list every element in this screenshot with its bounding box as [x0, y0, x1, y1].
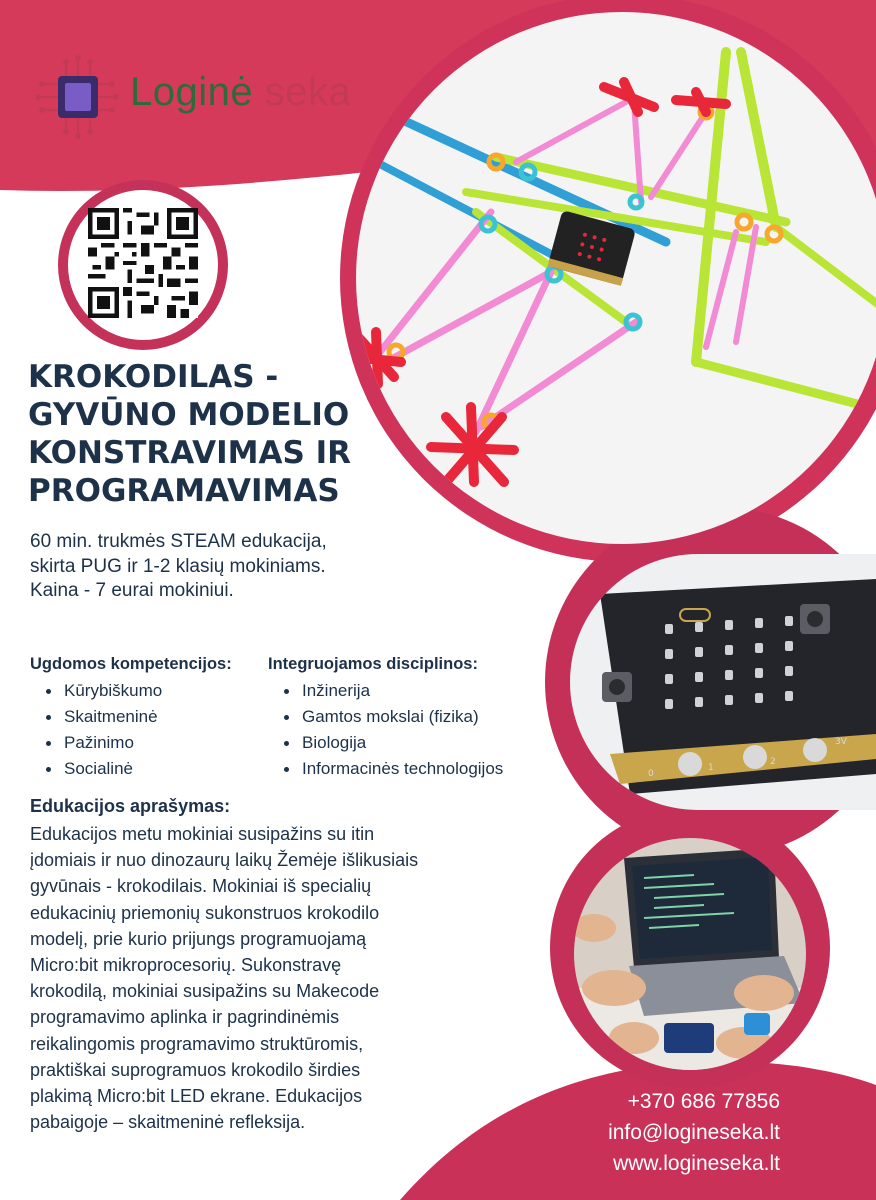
description-line: praktiškai suprogramuos krokodilo širdies — [30, 1059, 361, 1080]
logo-word-2: seka — [264, 70, 352, 114]
qr-code-badge — [58, 180, 228, 350]
description-line: reikalingomis programavimo struktūromis, — [30, 1033, 364, 1054]
disciplines-heading: Integruojamos disciplinos: — [268, 655, 478, 673]
list-item: Skaitmeninė — [30, 704, 162, 730]
list-item: Kūrybiškumo — [30, 678, 162, 704]
description-line: įdomiais ir nuo dinozaurų laikų Žemėje išlikusiais — [30, 850, 419, 871]
title-line-3: KONSTRAVIMAS IR — [28, 435, 352, 471]
list-item: Biologija — [268, 730, 503, 756]
description-line: krokodilą, mokiniai susipažins su Makecode — [30, 981, 380, 1002]
description-heading: Edukacijos aprašymas: — [30, 796, 231, 816]
list-item: Gamtos mokslai (fizika) — [268, 704, 503, 730]
competencies-heading: Ugdomos kompetencijos: — [30, 655, 232, 673]
description-line: plakimą Micro:bit LED ekrane. Edukacijos — [30, 1086, 363, 1107]
intro-line-3: Kaina - 7 eurai mokiniui. — [30, 580, 234, 601]
title-line-1: KROKODILAS - — [28, 359, 279, 395]
crocodile-model-photo — [356, 12, 876, 544]
logo-text — [130, 70, 351, 115]
description-line: modelį, prie kurio prijungs programuojamą — [30, 928, 367, 949]
list-item: Inžinerija — [268, 678, 503, 704]
page-title — [28, 358, 368, 510]
contact-phone[interactable]: +370 686 77856 — [627, 1090, 780, 1113]
description-line: pabaigoje – skaitmeninė refleksija. — [30, 1112, 306, 1133]
pin-label-2: 2 — [770, 757, 776, 767]
description-line: gyvūnais - krokodilais. Mokiniai iš specialių — [30, 876, 372, 897]
list-item: Pažinimo — [30, 730, 162, 756]
intro-text — [30, 530, 327, 604]
contact-email[interactable]: info@logineseka.lt — [608, 1121, 780, 1144]
contact-block — [608, 1086, 780, 1179]
description-line: Edukacijos metu mokiniai susipažins su itin — [30, 824, 375, 844]
title-line-4: PROGRAMAVIMAS — [28, 473, 340, 509]
pin-label-0: 0 — [648, 769, 654, 779]
intro-line-1: 60 min. trukmės STEAM edukacija, — [30, 531, 327, 552]
logo-word-1: Loginė — [130, 70, 254, 114]
kids-laptop-photo — [574, 838, 806, 1070]
contact-website[interactable]: www.logineseka.lt — [613, 1152, 780, 1175]
list-item: Informacinės technologijos — [268, 756, 503, 782]
qr-code — [88, 208, 198, 318]
description-text — [30, 821, 418, 1135]
microbit-closeup-photo — [570, 554, 876, 810]
pin-label-3v: 3V — [835, 737, 847, 747]
title-line-2: GYVŪNO MODELIO — [28, 397, 350, 433]
description-line: Micro:bit mikroprocesorių. Sukonstravę — [30, 955, 342, 976]
list-item: Socialinė — [30, 756, 162, 782]
disciplines-list — [268, 678, 503, 782]
description-line: programavimo aplinka ir pagrindinėmis — [30, 1007, 340, 1028]
pin-label-1: 1 — [708, 763, 714, 773]
intro-line-2: skirta PUG ir 1-2 klasių mokiniams. — [30, 555, 326, 577]
description-line: edukacinių priemonių sukonstruos krokodilo — [30, 902, 380, 923]
competencies-list — [30, 678, 162, 782]
